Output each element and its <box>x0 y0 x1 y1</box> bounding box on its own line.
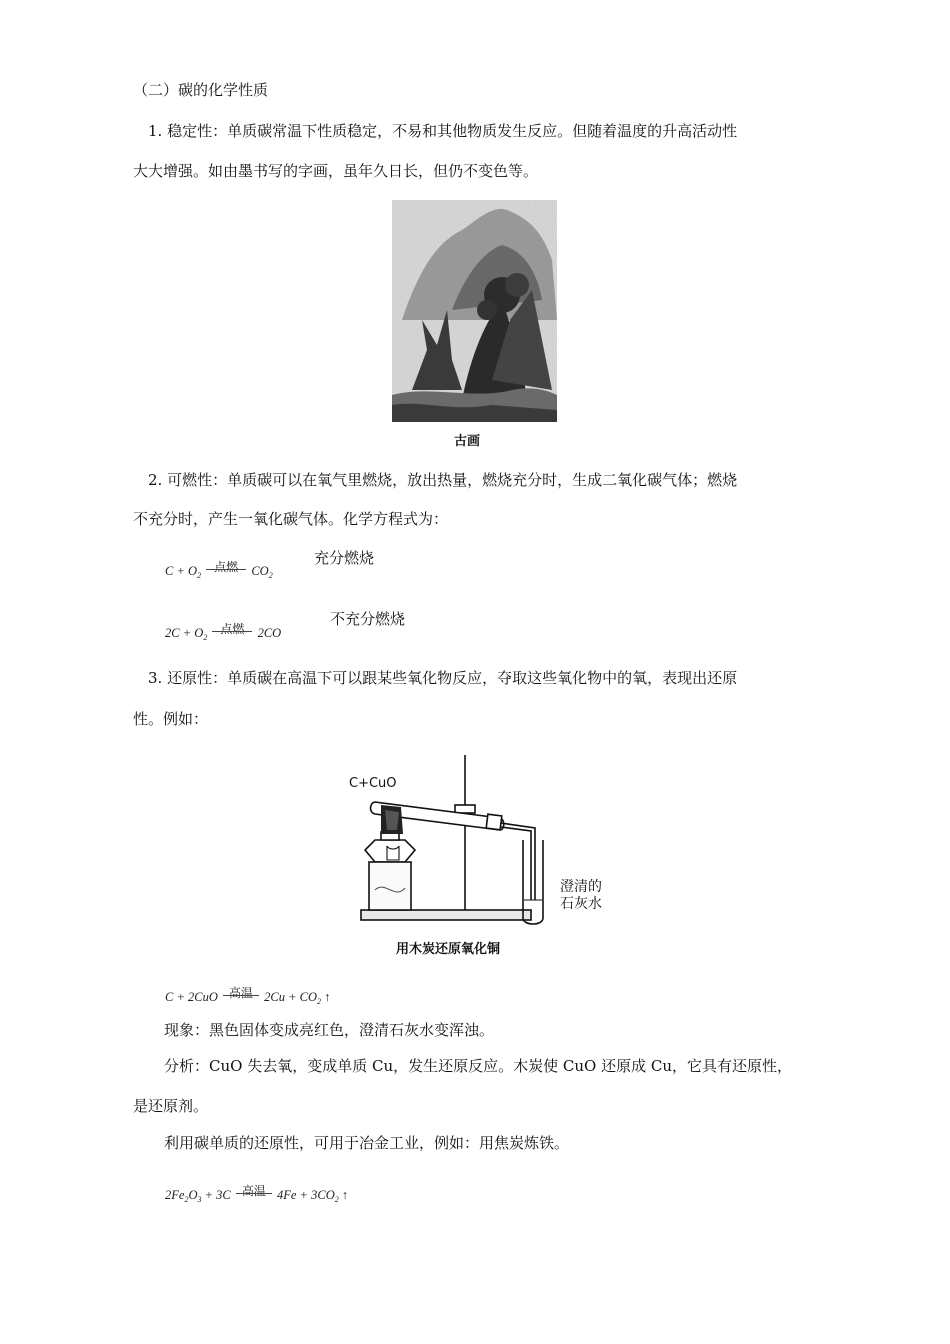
ancient-painting-image <box>392 200 557 422</box>
analysis-line-2: 是还原剂。 <box>133 1097 209 1115</box>
label-reactant: C+CuO <box>349 776 397 791</box>
stability-line-2: 大大增强。如由墨书写的字画，虽年久日长，但仍不变色等。 <box>133 162 539 180</box>
figure-caption-apparatus: 用木炭还原氧化铜 <box>396 942 501 957</box>
stability-line-1: 1. 稳定性：单质碳常温下性质稳定，不易和其他物质发生反应。但随着温度的升高活动性 <box>148 122 738 140</box>
reducibility-line-1: 3. 还原性：单质碳在高温下可以跟某些氧化物反应，夺取这些氧化物中的氧，表现出还原 <box>148 669 738 687</box>
equation-cuo-reduction: C + 2CuO 高温 $2Cu + CO_2$ ↑ <box>165 986 331 1006</box>
note-complete-combustion: 充分燃烧 <box>314 549 375 567</box>
analysis-line-1: 分析：CuO 失去氧，变成单质 Cu，发生还原反应。木炭使 CuO 还原成 Cu，它具有还原性， <box>164 1057 792 1075</box>
section-title: （二）碳的化学性质 <box>133 81 269 99</box>
note-incomplete-combustion: 不充分燃烧 <box>330 610 406 628</box>
equation-iron-smelting: $2Fe_2O_3 + 3C$ 高温 $4Fe + 3CO_2$ ↑ <box>165 1184 349 1204</box>
equation-incomplete-combustion: $2C + O_2$ 点燃 2CO <box>165 622 282 642</box>
equation-complete-combustion: $C + O_2$ 点燃 $CO_2$ <box>165 560 273 580</box>
figure-caption-painting: 古画 <box>454 434 481 449</box>
combustibility-line-1: 2. 可燃性：单质碳可以在氧气里燃烧，放出热量，燃烧充分时，生成二氧化碳气体；燃烧 <box>148 471 738 489</box>
reducibility-line-2: 性。例如： <box>133 710 209 728</box>
combustibility-line-2: 不充分时，产生一氧化碳气体。化学方程式为： <box>133 510 449 528</box>
application-text: 利用碳单质的还原性，可用于冶金工业，例如：用焦炭炼铁。 <box>164 1134 570 1152</box>
label-limewater-line-2: 石灰水 <box>560 896 602 912</box>
label-limewater-line-1: 澄清的 <box>560 879 602 895</box>
phenomenon-text: 现象：黑色固体变成亮红色，澄清石灰水变浑浊。 <box>164 1021 495 1039</box>
